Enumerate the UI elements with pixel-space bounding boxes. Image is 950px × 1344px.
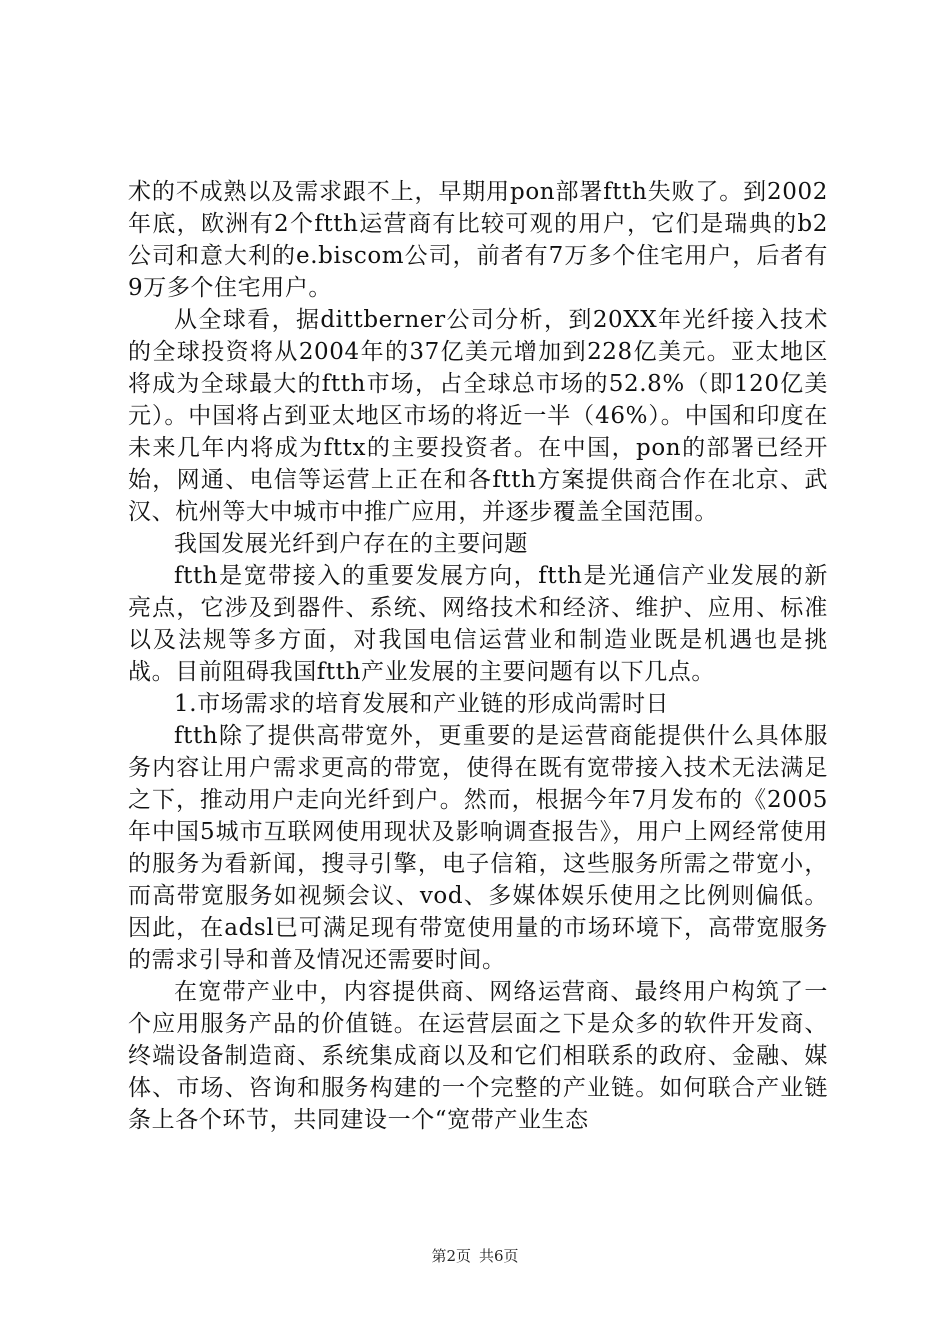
paragraph-global-outlook: 从全球看，据dittberner公司分析，到20XX年光纤接入技术的全球投资将从2004年的37亿美元增加到228亿美元。亚太地区将成为全球最大的ftth市场，占全球总市场的52.8%（即120亿美元）。中国将占到亚太地区市场的将近一半（46%）。中国和印度在未来几年内将成为fttx的主要投资者。在中国，pon的部署已经开始，网通、电信等运营上正在和各ftth方案提供商合作在北京、武汉、杭州等大中城市中推广应用，并逐步覆盖全国范围。 [128,307,828,525]
page-footer [0,1246,950,1266]
paragraph-bandwidth-demand: ftth除了提供高带宽外，更重要的是运营商能提供什么具体服务内容让用户需求更高的带宽，使得在既有宽带接入技术无法满足之下，推动用户走向光纤到户。然而，根据今年7月发布的《2005年中国5城市互联网使用现状及影响调查报告》，用户上网经常使用的服务为看新闻，搜寻引擎，电子信箱，这些服务所需之带宽小，而高带宽服务如视频会议、vod、多媒体娱乐使用之比例则偏低。因此，在adsl已可满足现有带宽使用量的市场环境下，高带宽服务的需求引导和普及情况还需要时间。 [128,723,828,973]
document-body [128,176,828,1136]
paragraph-ftth-direction: ftth是宽带接入的重要发展方向，ftth是光通信产业发展的新亮点，它涉及到器件、系统、网络技术和经济、维护、应用、标准以及法规等多方面，对我国电信运营业和制造业既是机遇也是挑战。目前阻碍我国ftth产业发展的主要问题有以下几点。 [128,563,828,685]
subheading-market-demand: 1.市场需求的培育发展和产业链的形成尚需时日 [174,691,670,717]
page-number: 第2页 [431,1247,471,1265]
paragraph-continued: 术的不成熟以及需求跟不上，早期用pon部署ftth失败了。到2002年底，欧洲有2个ftth运营商有比较可观的用户，它们是瑞典的b2公司和意大利的e.biscom公司，前者有7万多个住宅用户，后者有9万多个住宅用户。 [128,179,828,301]
page-total: 共6页 [479,1247,519,1265]
section-heading-main-problems: 我国发展光纤到户存在的主要问题 [174,531,528,557]
paragraph-industry-chain: 在宽带产业中，内容提供商、网络运营商、最终用户构筑了一个应用服务产品的价值链。在运营层面之下是众多的软件开发商、终端设备制造商、系统集成商以及和它们相联系的政府、金融、媒体、市场、咨询和服务构建的一个完整的产业链。如何联合产业链条上各个环节，共同建设一个“宽带产业生态 [128,979,828,1133]
